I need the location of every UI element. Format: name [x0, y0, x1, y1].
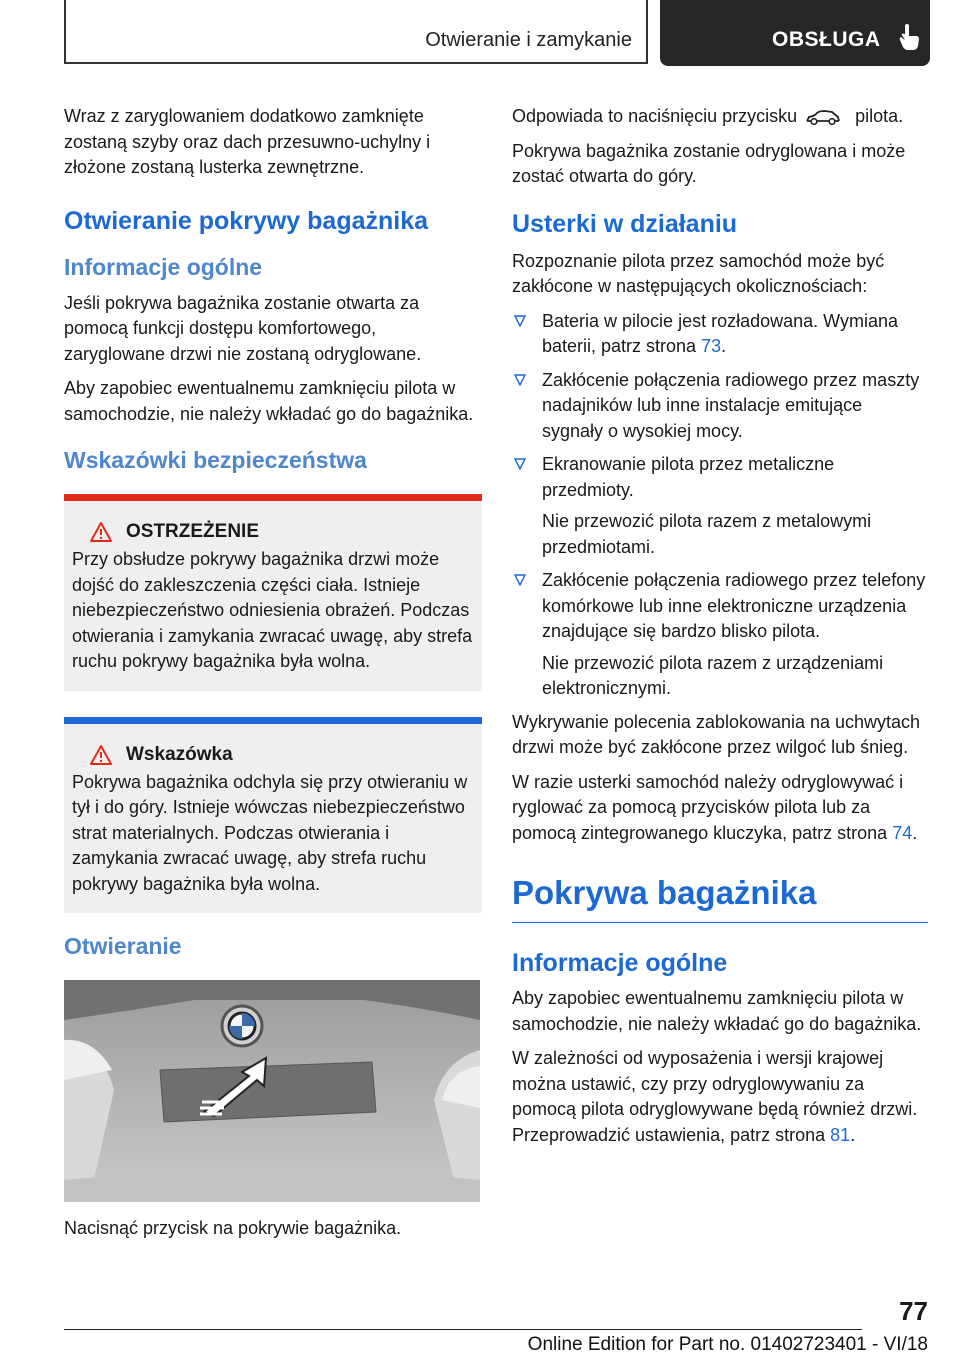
trunk-unlock-paragraph: Pokrywa bagażnika zostanie odryglowana i może zostać otwarta do góry. [512, 140, 906, 186]
remote-button-paragraph: Odpowiada to naciśnięciu przycisku pilota. [512, 106, 904, 126]
heading-general-info: Informacje ogólne [64, 253, 263, 280]
trunk-remote-paragraph: Aby zapobiec ewentualnemu zamknięciu pilota w samochodzie, nie należy wkładać go do bagażnika. [512, 988, 922, 1034]
hand-pointer-icon [898, 24, 920, 50]
heading-open-trunk: Otwieranie pokrywy bagażnika [64, 206, 429, 235]
warning-triangle-icon [90, 522, 112, 542]
left-column [64, 104, 482, 1251]
list-item: Zakłócenie połączenia radiowego przez maszty nadajników lub inne instalacje emitujące sygnały o wysokiej mocy. [512, 368, 928, 445]
comfort-access-paragraph: Jeśli pokrywa bagażnika zostanie otwarta za pomocą funkcji dostępu komfortowego, zaryglowane drzwi nie zostaną odryglowane. [64, 292, 422, 364]
notice-title: Wskazówka [126, 743, 233, 765]
list-item: Ekranowanie pilota przez metaliczne przedmioty. Nie przewozić pilota razem z metalowymi przedmiotami. [512, 452, 928, 560]
photo-caption: Nacisnąć przycisk na pokrywie bagażnika. [64, 1218, 402, 1238]
faults-intro: Rozpoznanie pilota przez samochód może być zakłócone w następujących okolicznościach: [512, 250, 885, 296]
page-link-73[interactable]: 73 [701, 336, 722, 356]
heading-trunk-lid: Pokrywa bagażnika [512, 874, 928, 923]
bullet-triangle-icon [514, 315, 526, 327]
warning-title: OSTRZEŻENIE [126, 521, 260, 542]
warning-text: Przy obsłudze pokrywy bagażnika drzwi może dojść do zakleszczenia części ciała. Istnieje niebezpieczeństwo odniesienia obrażeń. Podczas otwierania i zamykania zwracać uwagę, aby strefa ruchu pokrywy bagażnika była wolna. [72, 549, 473, 671]
page-link-81[interactable]: 81 [830, 1124, 851, 1145]
right-column [512, 104, 928, 1157]
faults-list [512, 309, 928, 702]
chapter-tab [660, 0, 930, 66]
notice-triangle-icon [90, 745, 112, 765]
fault-key-paragraph: W razie usterki samochód należy odryglowywać i ryglować za pomocą przycisków pilota lub za pomocą zintegrowanego kluczyka, patrz strona 74. [512, 771, 918, 843]
bullet-triangle-icon [514, 574, 526, 586]
list-item: Bateria w pilocie jest rozładowana. Wymiana baterii, patrz strona 73. [512, 309, 928, 360]
notice-box [64, 717, 482, 914]
trunk-settings-paragraph: W zależności od wyposażenia i wersji krajowej można ustawić, czy przy odryglowywaniu za pomocą pilota odryglowywane będą również drzwi. Przeprowadzić ustawienia, patrz strona 81. [512, 1048, 918, 1145]
heading-safety: Wskazówki bezpieczeństwa [64, 447, 367, 473]
chapter-tab-label: OBSŁUGA [772, 28, 881, 51]
trunk-button-photo [64, 980, 480, 1202]
bullet-triangle-icon [514, 458, 526, 470]
footer-divider [64, 1329, 862, 1330]
page-link-74[interactable]: 74 [892, 822, 913, 843]
heading-opening: Otwieranie [64, 933, 182, 959]
heading-general-info-2: Informacje ogólne [512, 949, 728, 977]
intro-paragraph: Wraz z zaryglowaniem dodatkowo zamknięte zostaną szyby oraz dach przesuwno-uchylny i złożone zostaną lusterka zewnętrzne. [64, 106, 431, 177]
section-title: Otwieranie i zamykanie [425, 29, 632, 51]
remote-in-car-paragraph: Aby zapobiec ewentualnemu zamknięciu pilota w samochodzie, nie należy wkładać go do bagażnika. [64, 378, 474, 424]
edition-footer: Online Edition for Part no. 01402723401 - VI/18 [527, 1334, 928, 1355]
list-item: Zakłócenie połączenia radiowego przez telefony komórkowe lub inne elektroniczne urządzenia znajdujące się bardzo blisko pilota. Nie przewozić pilota razem z urządzeniami elektronicznymi. [512, 568, 928, 702]
page-number: 77 [899, 1296, 928, 1326]
bullet-triangle-icon [514, 374, 526, 386]
heading-faults: Usterki w działaniu [512, 209, 738, 238]
warning-box [64, 494, 482, 691]
car-trunk-remote-icon [805, 109, 841, 125]
door-handle-paragraph: Wykrywanie polecenia zablokowania na uchwytach drzwi może być zakłócone przez wilgoć lub śnieg. [512, 711, 921, 757]
header-section-box [64, 0, 648, 64]
notice-text: Pokrywa bagażnika odchyla się przy otwieraniu w tył i do góry. Istnieje wówczas niebezpieczeństwo strat materialnych. Podczas otwierania i zamykania zwracać uwagę, aby strefa ruchu pokrywy bagażnika była wolna. [72, 771, 468, 894]
